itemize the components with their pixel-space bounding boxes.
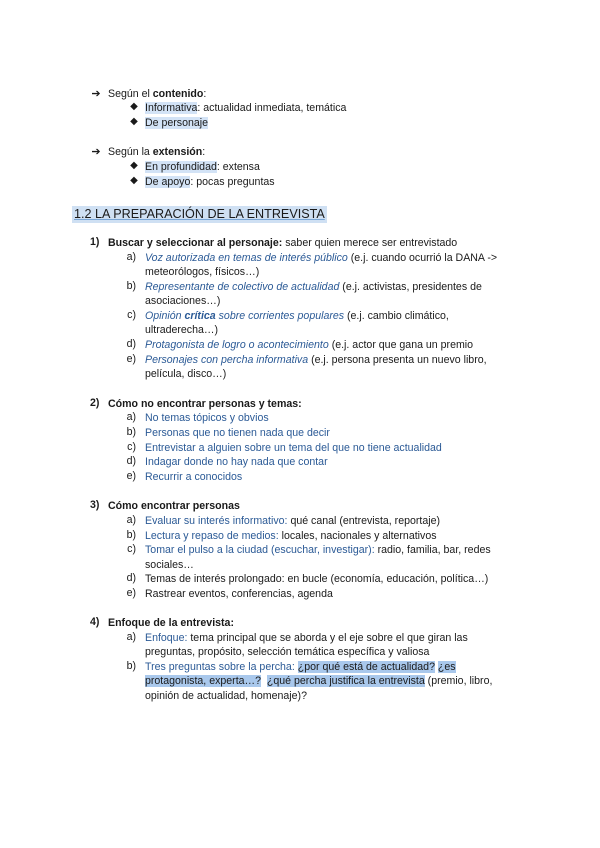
contenido-item-personaje: De personaje (145, 117, 209, 129)
s2-title: Cómo no encontrar personas y temas: (108, 398, 302, 410)
s3-title: Cómo encontrar personas (108, 500, 240, 512)
s1-item-c-cont: ultraderecha…) (145, 324, 219, 336)
s4-item-b: Tres preguntas sobre la percha: ¿por qué está de actualidad? ¿es (145, 661, 456, 673)
arrow-bullet-icon: ➔ (91, 88, 101, 100)
document-page: ➔ Según el contenido: ◆ Informativa: actualidad inmediata, temática ◆ De personaje ➔ Según la extensión: ◆ En profundidad: extensa ◆ De apoyo: pocas preguntas 1.2 LA PREPARACIÓN DE LA ENTREVISTA 1) Buscar y seleccionar al personaje: saber quien merece ser entrevistado a) Voz autorizada en temas de interés público (e.j. cuando ocurrió la DANA -> meteorólogos, físicos…) b) Representante de colectivo de actualidad (e.j. activistas, presidentes de asociaciones…) c) Opinión crítica sobre corrientes populares (e.j. cambio climático, ultraderecha…) d) Protagonista de logro o acontecimiento (e.j. actor que gana un premio e) Personajes con percha informativa (e.j. persona presenta un nuevo libro, película, disco…) 2) Cómo no encontrar personas y temas: a) No temas tópicos y obvios b) Personas que no tienen nada que decir c) Entrevistar a alguien sobre un tema del que no tiene actualidad d) Indagar donde no hay nada que contar e) Recurrir a conocidos 3) Cómo encontrar personas a) Evaluar su interés informativo: qué canal (entrevista, reportaje) b) Lectura y repaso de medios: locales, nacionales y alternativos c) Tomar el pulso a la ciudad (escuchar, investigar): radio, familia, bar, redes sociales… d) Temas de interés prolongado: en bucle (economía, educación, política…) e) Rastrear eventos, conferencias, agenda 4) Enfoque de la entrevista: a) Enfoque: tema principal que se aborda y el eje sobre el que giran las preguntas, propósito, selección temática específica y valiosa b) Tres preguntas sobre la percha: ¿por qué está de actualidad? ¿es protagonista, experta…? ¿qué percha justifica la entrevista (premio, libro, opinión de actualidad, homenaje)? (74, 88, 498, 702)
intro-extension-line: Según la extensión: (108, 146, 206, 158)
intro-contenido-line: Según el contenido: (108, 88, 207, 100)
s4-item-b-cont2: opinión de actualidad, homenaje)? (145, 690, 307, 702)
s2-item-e: Recurrir a conocidos (145, 471, 243, 483)
s1-number: 1) (90, 236, 100, 248)
s3-number: 3) (90, 499, 100, 511)
extension-item-apoyo: De apoyo: pocas preguntas (145, 176, 275, 188)
s3-item-b: Lectura y repaso de medios: locales, nacionales y alternativos (145, 530, 437, 542)
question-1-highlight: ¿por qué está de actualidad? (297, 661, 435, 673)
diamond-bullet-icon: ◆ (130, 160, 138, 171)
extension-item-profundidad: En profundidad: extensa (145, 161, 260, 173)
s1-item-b-cont: asociaciones…) (145, 295, 221, 307)
s1-item-e: Personajes con percha informativa (e.j. persona presenta un nuevo libro, (145, 354, 487, 366)
s1-item-d: Protagonista de logro o acontecimiento (e.j. actor que gana un premio (145, 339, 474, 351)
extension-bold: extensión (152, 146, 203, 158)
arrow-bullet-icon: ➔ (91, 146, 101, 158)
s3-item-a: Evaluar su interés informativo: qué canal (entrevista, reportaje) (145, 515, 441, 527)
contenido-bold: contenido (152, 88, 204, 100)
s1-item-a: Voz autorizada en temas de interés público (e.j. cuando ocurrió la DANA -> (145, 252, 498, 264)
s4-number: 4) (90, 616, 100, 628)
question-3-highlight: ¿qué percha justifica la entrevista (266, 675, 425, 687)
s2-item-a: No temas tópicos y obvios (145, 412, 269, 424)
s1-item-a-cont: meteorólogos, físicos…) (145, 266, 260, 278)
s4-item-b-cont: protagonista, experta…? ¿qué percha justifica la entrevista (premio, libro, (145, 675, 493, 687)
s1-item-c: Opinión crítica sobre corrientes populares (e.j. cambio climático, (145, 310, 449, 322)
s2-item-d: Indagar donde no hay nada que contar (145, 456, 328, 468)
s4-item-a-cont: preguntas, propósito, selección temática específica y valiosa (145, 646, 430, 658)
s1-item-b: Representante de colectivo de actualidad (e.j. activistas, presidentes de (145, 281, 482, 293)
diamond-bullet-icon: ◆ (130, 175, 138, 186)
section-heading: 1.2 LA PREPARACIÓN DE LA ENTREVISTA (74, 207, 325, 221)
question-2-highlight: ¿es (437, 661, 456, 673)
s2-item-b: Personas que no tienen nada que decir (145, 427, 330, 439)
s2-item-c: Entrevistar a alguien sobre un tema del que no tiene actualidad (145, 442, 442, 454)
s3-item-c: Tomar el pulso a la ciudad (escuchar, investigar): radio, familia, bar, redes (145, 544, 491, 556)
s3-item-e: Rastrear eventos, conferencias, agenda (145, 588, 333, 600)
s1-title: Buscar y seleccionar al personaje: saber quien merece ser entrevistado (108, 237, 458, 249)
contenido-item-informativa: Informativa: actualidad inmediata, temática (145, 102, 347, 114)
s1-item-e-cont: película, disco…) (145, 368, 227, 380)
s4-title: Enfoque de la entrevista: (108, 617, 234, 629)
s2-number: 2) (90, 397, 100, 409)
s3-item-d: Temas de interés prolongado: en bucle (economía, educación, política…) (145, 573, 489, 585)
s4-item-a: Enfoque: tema principal que se aborda y el eje sobre el que giran las (145, 632, 468, 644)
diamond-bullet-icon: ◆ (130, 101, 138, 112)
diamond-bullet-icon: ◆ (130, 116, 138, 127)
s3-item-c-cont: sociales… (145, 559, 194, 571)
